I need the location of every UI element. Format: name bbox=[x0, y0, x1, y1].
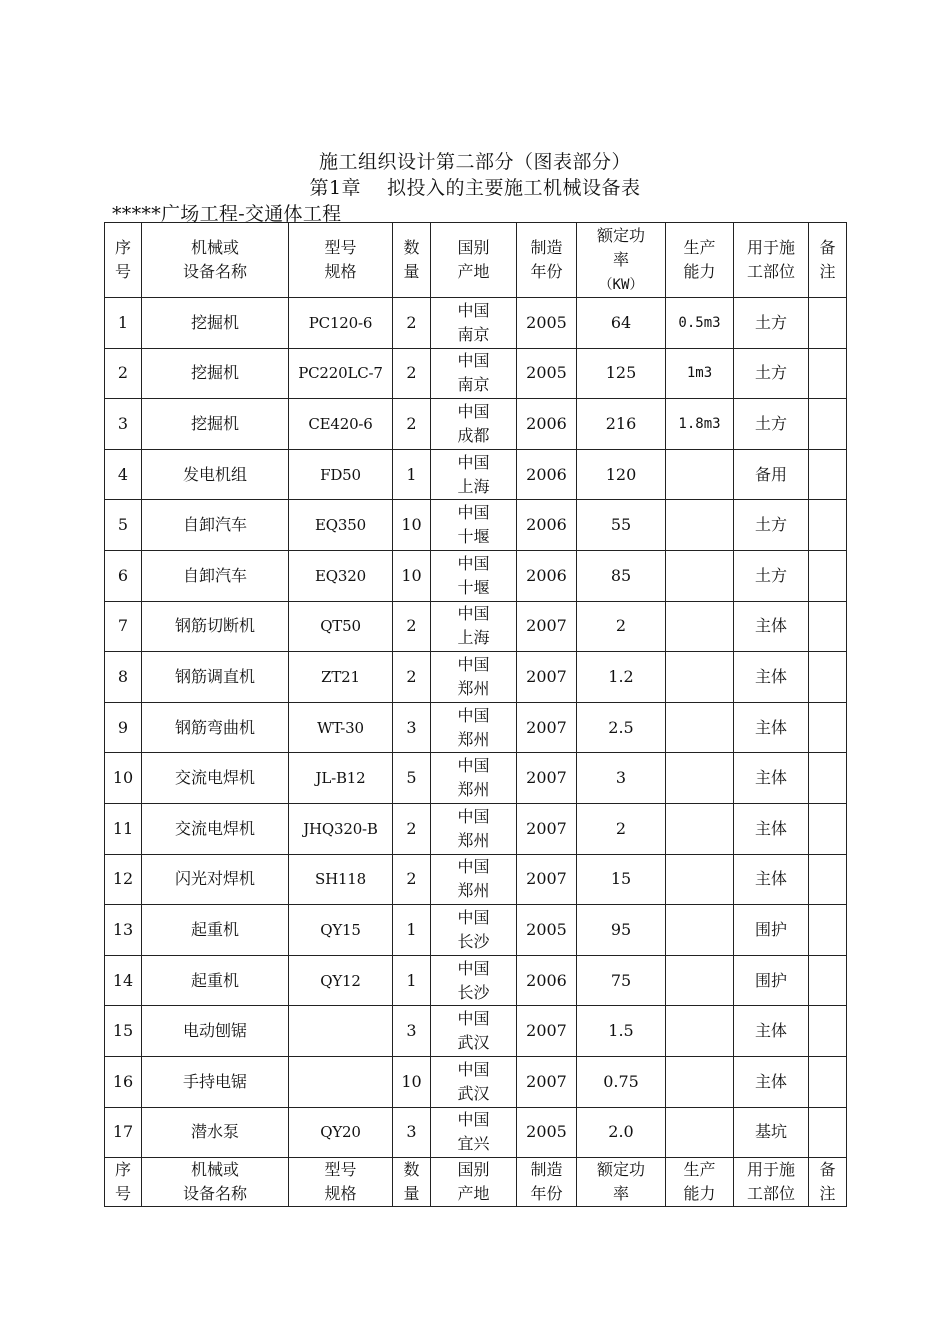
cell-rated-power: 95 bbox=[577, 905, 666, 956]
cell-year: 2005 bbox=[517, 348, 577, 399]
cell-equipment-name: 起重机 bbox=[142, 905, 289, 956]
cell-model: JHQ320-B bbox=[289, 803, 393, 854]
cell-no: 8 bbox=[105, 652, 142, 703]
cell-no: 15 bbox=[105, 1006, 142, 1057]
cell-model: QY12 bbox=[289, 955, 393, 1006]
cell-equipment-name: 交流电焊机 bbox=[142, 753, 289, 804]
cell-quantity: 2 bbox=[393, 601, 431, 652]
cell-origin bbox=[431, 955, 517, 1006]
cell-quantity: 10 bbox=[393, 550, 431, 601]
cell-equipment-name: 挖掘机 bbox=[142, 298, 289, 349]
header-year: 制造 年份 bbox=[517, 223, 577, 298]
origin-country: 中国 bbox=[457, 1110, 490, 1130]
cell-rated-power: 3 bbox=[577, 753, 666, 804]
origin-city: 上海 bbox=[457, 476, 490, 496]
cell-rated-power: 216 bbox=[577, 399, 666, 450]
cell-equipment-name: 发电机组 bbox=[142, 449, 289, 500]
table-header-row bbox=[105, 223, 847, 298]
origin-city: 南京 bbox=[457, 324, 490, 344]
origin-city: 十堰 bbox=[457, 577, 490, 597]
footer-origin: 国别 产地 bbox=[431, 1158, 517, 1207]
origin-city: 长沙 bbox=[457, 982, 490, 1002]
cell-usage: 备用 bbox=[734, 449, 809, 500]
cell-year: 2005 bbox=[517, 298, 577, 349]
footer-power: 额定功 率 bbox=[577, 1158, 666, 1207]
cell-usage: 主体 bbox=[734, 1006, 809, 1057]
origin-country: 中国 bbox=[457, 553, 490, 573]
cell-origin bbox=[431, 1107, 517, 1158]
table-row bbox=[105, 905, 847, 956]
cell-quantity: 2 bbox=[393, 854, 431, 905]
table-row bbox=[105, 803, 847, 854]
cell-quantity: 10 bbox=[393, 1056, 431, 1107]
cell-origin bbox=[431, 1056, 517, 1107]
cell-year: 2006 bbox=[517, 449, 577, 500]
cell-quantity: 10 bbox=[393, 500, 431, 551]
origin-country: 中国 bbox=[457, 503, 490, 523]
cell-no: 12 bbox=[105, 854, 142, 905]
cell-equipment-name: 钢筋调直机 bbox=[142, 652, 289, 703]
cell-quantity: 1 bbox=[393, 449, 431, 500]
cell-capacity bbox=[666, 500, 734, 551]
cell-model: ZT21 bbox=[289, 652, 393, 703]
cell-model bbox=[289, 1056, 393, 1107]
origin-country: 中国 bbox=[457, 351, 490, 371]
cell-equipment-name: 起重机 bbox=[142, 955, 289, 1006]
cell-note bbox=[809, 854, 847, 905]
footer-note: 备 注 bbox=[809, 1158, 847, 1207]
cell-capacity bbox=[666, 652, 734, 703]
cell-model: SH118 bbox=[289, 854, 393, 905]
table-row bbox=[105, 652, 847, 703]
cell-year: 2007 bbox=[517, 1056, 577, 1107]
cell-origin bbox=[431, 601, 517, 652]
table-row bbox=[105, 1107, 847, 1158]
cell-origin bbox=[431, 702, 517, 753]
cell-equipment-name: 挖掘机 bbox=[142, 348, 289, 399]
cell-equipment-name: 闪光对焊机 bbox=[142, 854, 289, 905]
table-footer-header-row bbox=[105, 1158, 847, 1207]
footer-name: 机械或 设备名称 bbox=[142, 1158, 289, 1207]
cell-usage: 基坑 bbox=[734, 1107, 809, 1158]
cell-note bbox=[809, 955, 847, 1006]
cell-rated-power: 2.5 bbox=[577, 702, 666, 753]
document-title: 施工组织设计第二部分（图表部分） bbox=[318, 151, 631, 173]
cell-no: 3 bbox=[105, 399, 142, 450]
cell-year: 2007 bbox=[517, 1006, 577, 1057]
cell-note bbox=[809, 753, 847, 804]
cell-year: 2006 bbox=[517, 550, 577, 601]
cell-usage: 主体 bbox=[734, 753, 809, 804]
origin-city: 宜兴 bbox=[457, 1134, 490, 1154]
origin-city: 武汉 bbox=[457, 1083, 490, 1103]
cell-rated-power: 2 bbox=[577, 601, 666, 652]
cell-usage: 围护 bbox=[734, 905, 809, 956]
cell-rated-power: 55 bbox=[577, 500, 666, 551]
cell-no: 14 bbox=[105, 955, 142, 1006]
cell-origin bbox=[431, 500, 517, 551]
cell-quantity: 3 bbox=[393, 1006, 431, 1057]
cell-usage: 土方 bbox=[734, 550, 809, 601]
header-power: 额定功 率 （KW） bbox=[577, 223, 666, 298]
cell-usage: 土方 bbox=[734, 399, 809, 450]
cell-origin bbox=[431, 652, 517, 703]
cell-note bbox=[809, 702, 847, 753]
cell-equipment-name: 钢筋切断机 bbox=[142, 601, 289, 652]
header-qty: 数 量 bbox=[393, 223, 431, 298]
footer-capacity: 生产 能力 bbox=[666, 1158, 734, 1207]
cell-year: 2006 bbox=[517, 399, 577, 450]
cell-equipment-name: 手持电锯 bbox=[142, 1056, 289, 1107]
cell-quantity: 5 bbox=[393, 753, 431, 804]
cell-model: QY15 bbox=[289, 905, 393, 956]
footer-no: 序 号 bbox=[105, 1158, 142, 1207]
cell-year: 2006 bbox=[517, 500, 577, 551]
cell-note bbox=[809, 1006, 847, 1057]
cell-quantity: 3 bbox=[393, 702, 431, 753]
origin-city: 武汉 bbox=[457, 1033, 490, 1053]
cell-quantity: 2 bbox=[393, 399, 431, 450]
origin-country: 中国 bbox=[457, 1009, 490, 1029]
cell-rated-power: 1.2 bbox=[577, 652, 666, 703]
cell-capacity bbox=[666, 905, 734, 956]
cell-origin bbox=[431, 854, 517, 905]
cell-no: 9 bbox=[105, 702, 142, 753]
origin-city: 长沙 bbox=[457, 931, 490, 951]
footer-model: 型号 规格 bbox=[289, 1158, 393, 1207]
cell-capacity bbox=[666, 550, 734, 601]
cell-equipment-name: 钢筋弯曲机 bbox=[142, 702, 289, 753]
cell-year: 2007 bbox=[517, 803, 577, 854]
header-note: 备 注 bbox=[809, 223, 847, 298]
cell-usage: 土方 bbox=[734, 298, 809, 349]
origin-country: 中国 bbox=[457, 401, 490, 421]
cell-capacity bbox=[666, 702, 734, 753]
cell-rated-power: 1.5 bbox=[577, 1006, 666, 1057]
cell-usage: 主体 bbox=[734, 854, 809, 905]
cell-usage: 主体 bbox=[734, 803, 809, 854]
cell-year: 2007 bbox=[517, 753, 577, 804]
cell-origin bbox=[431, 905, 517, 956]
project-name: *****广场工程-交通体工程 bbox=[112, 203, 342, 225]
origin-city: 郑州 bbox=[457, 729, 490, 749]
cell-capacity: 1m3 bbox=[666, 348, 734, 399]
origin-country: 中国 bbox=[457, 907, 490, 927]
cell-origin bbox=[431, 1006, 517, 1057]
cell-usage: 主体 bbox=[734, 1056, 809, 1107]
cell-model: EQ320 bbox=[289, 550, 393, 601]
origin-city: 上海 bbox=[457, 628, 490, 648]
footer-year: 制造 年份 bbox=[517, 1158, 577, 1207]
table-row bbox=[105, 500, 847, 551]
cell-usage: 围护 bbox=[734, 955, 809, 1006]
cell-origin bbox=[431, 550, 517, 601]
origin-city: 南京 bbox=[457, 375, 490, 395]
cell-rated-power: 125 bbox=[577, 348, 666, 399]
origin-country: 中国 bbox=[457, 604, 490, 624]
cell-model: FD50 bbox=[289, 449, 393, 500]
cell-year: 2007 bbox=[517, 652, 577, 703]
cell-model: CE420-6 bbox=[289, 399, 393, 450]
cell-capacity: 0.5m3 bbox=[666, 298, 734, 349]
cell-quantity: 2 bbox=[393, 652, 431, 703]
cell-model: EQ350 bbox=[289, 500, 393, 551]
cell-quantity: 2 bbox=[393, 803, 431, 854]
cell-usage: 土方 bbox=[734, 348, 809, 399]
cell-note bbox=[809, 550, 847, 601]
cell-usage: 主体 bbox=[734, 702, 809, 753]
cell-year: 2007 bbox=[517, 854, 577, 905]
cell-equipment-name: 潜水泵 bbox=[142, 1107, 289, 1158]
table-row bbox=[105, 399, 847, 450]
origin-country: 中国 bbox=[457, 958, 490, 978]
table-row bbox=[105, 854, 847, 905]
cell-equipment-name: 自卸汽车 bbox=[142, 500, 289, 551]
cell-usage: 主体 bbox=[734, 652, 809, 703]
cell-origin bbox=[431, 348, 517, 399]
cell-capacity bbox=[666, 955, 734, 1006]
cell-model bbox=[289, 1006, 393, 1057]
footer-qty: 数 量 bbox=[393, 1158, 431, 1207]
cell-note bbox=[809, 298, 847, 349]
cell-capacity bbox=[666, 753, 734, 804]
cell-no: 13 bbox=[105, 905, 142, 956]
cell-model: QY20 bbox=[289, 1107, 393, 1158]
cell-quantity: 2 bbox=[393, 348, 431, 399]
cell-rated-power: 85 bbox=[577, 550, 666, 601]
cell-rated-power: 120 bbox=[577, 449, 666, 500]
header-capacity: 生产 能力 bbox=[666, 223, 734, 298]
origin-city: 成都 bbox=[457, 425, 490, 445]
cell-note bbox=[809, 500, 847, 551]
table-row bbox=[105, 702, 847, 753]
chapter-heading bbox=[0, 173, 950, 200]
cell-origin bbox=[431, 753, 517, 804]
cell-rated-power: 75 bbox=[577, 955, 666, 1006]
cell-no: 6 bbox=[105, 550, 142, 601]
cell-capacity bbox=[666, 854, 734, 905]
cell-usage: 主体 bbox=[734, 601, 809, 652]
cell-rated-power: 0.75 bbox=[577, 1056, 666, 1107]
table-row bbox=[105, 955, 847, 1006]
cell-year: 2005 bbox=[517, 1107, 577, 1158]
cell-no: 11 bbox=[105, 803, 142, 854]
header-origin: 国别 产地 bbox=[431, 223, 517, 298]
header-no: 序 号 bbox=[105, 223, 142, 298]
cell-equipment-name: 交流电焊机 bbox=[142, 803, 289, 854]
cell-note bbox=[809, 348, 847, 399]
cell-year: 2005 bbox=[517, 905, 577, 956]
cell-rated-power: 64 bbox=[577, 298, 666, 349]
header-model: 型号 规格 bbox=[289, 223, 393, 298]
equipment-table bbox=[104, 222, 847, 1207]
cell-capacity bbox=[666, 1056, 734, 1107]
cell-equipment-name: 挖掘机 bbox=[142, 399, 289, 450]
cell-year: 2006 bbox=[517, 955, 577, 1006]
cell-no: 5 bbox=[105, 500, 142, 551]
cell-quantity: 3 bbox=[393, 1107, 431, 1158]
origin-country: 中国 bbox=[457, 806, 490, 826]
table-row bbox=[105, 348, 847, 399]
cell-capacity: 1.8m3 bbox=[666, 399, 734, 450]
table-row bbox=[105, 298, 847, 349]
table-row bbox=[105, 1056, 847, 1107]
cell-no: 2 bbox=[105, 348, 142, 399]
cell-quantity: 1 bbox=[393, 955, 431, 1006]
cell-no: 1 bbox=[105, 298, 142, 349]
table-row bbox=[105, 601, 847, 652]
table-row bbox=[105, 449, 847, 500]
cell-year: 2007 bbox=[517, 702, 577, 753]
table-row bbox=[105, 1006, 847, 1057]
origin-city: 郑州 bbox=[457, 678, 490, 698]
cell-capacity bbox=[666, 449, 734, 500]
cell-rated-power: 2.0 bbox=[577, 1107, 666, 1158]
chapter-title: 拟投入的主要施工机械设备表 bbox=[387, 177, 641, 199]
cell-note bbox=[809, 399, 847, 450]
cell-note bbox=[809, 1056, 847, 1107]
origin-city: 十堰 bbox=[457, 527, 490, 547]
cell-note bbox=[809, 601, 847, 652]
cell-origin bbox=[431, 399, 517, 450]
origin-city: 郑州 bbox=[457, 780, 490, 800]
cell-rated-power: 2 bbox=[577, 803, 666, 854]
origin-country: 中国 bbox=[457, 705, 490, 725]
cell-no: 4 bbox=[105, 449, 142, 500]
cell-equipment-name: 自卸汽车 bbox=[142, 550, 289, 601]
origin-country: 中国 bbox=[457, 857, 490, 877]
chapter-number: 第1章 bbox=[309, 177, 362, 199]
origin-country: 中国 bbox=[457, 654, 490, 674]
header-usage: 用于施 工部位 bbox=[734, 223, 809, 298]
origin-country: 中国 bbox=[457, 452, 490, 472]
origin-country: 中国 bbox=[457, 1059, 490, 1079]
cell-note bbox=[809, 652, 847, 703]
footer-usage: 用于施 工部位 bbox=[734, 1158, 809, 1207]
cell-no: 7 bbox=[105, 601, 142, 652]
cell-capacity bbox=[666, 1107, 734, 1158]
cell-no: 17 bbox=[105, 1107, 142, 1158]
cell-capacity bbox=[666, 1006, 734, 1057]
table-row bbox=[105, 753, 847, 804]
origin-city: 郑州 bbox=[457, 830, 490, 850]
header-name: 机械或 设备名称 bbox=[142, 223, 289, 298]
cell-model: WT-30 bbox=[289, 702, 393, 753]
cell-equipment-name: 电动刨锯 bbox=[142, 1006, 289, 1057]
cell-model: JL-B12 bbox=[289, 753, 393, 804]
cell-capacity bbox=[666, 803, 734, 854]
cell-model: PC220LC-7 bbox=[289, 348, 393, 399]
cell-note bbox=[809, 1107, 847, 1158]
cell-note bbox=[809, 803, 847, 854]
cell-origin bbox=[431, 803, 517, 854]
origin-city: 郑州 bbox=[457, 881, 490, 901]
table-row bbox=[105, 550, 847, 601]
cell-quantity: 2 bbox=[393, 298, 431, 349]
cell-model: QT50 bbox=[289, 601, 393, 652]
cell-model: PC120-6 bbox=[289, 298, 393, 349]
cell-quantity: 1 bbox=[393, 905, 431, 956]
cell-usage: 土方 bbox=[734, 500, 809, 551]
cell-year: 2007 bbox=[517, 601, 577, 652]
cell-origin bbox=[431, 298, 517, 349]
cell-rated-power: 15 bbox=[577, 854, 666, 905]
cell-capacity bbox=[666, 601, 734, 652]
cell-no: 10 bbox=[105, 753, 142, 804]
origin-country: 中国 bbox=[457, 300, 490, 320]
cell-no: 16 bbox=[105, 1056, 142, 1107]
cell-origin bbox=[431, 449, 517, 500]
cell-note bbox=[809, 449, 847, 500]
cell-note bbox=[809, 905, 847, 956]
origin-country: 中国 bbox=[457, 756, 490, 776]
